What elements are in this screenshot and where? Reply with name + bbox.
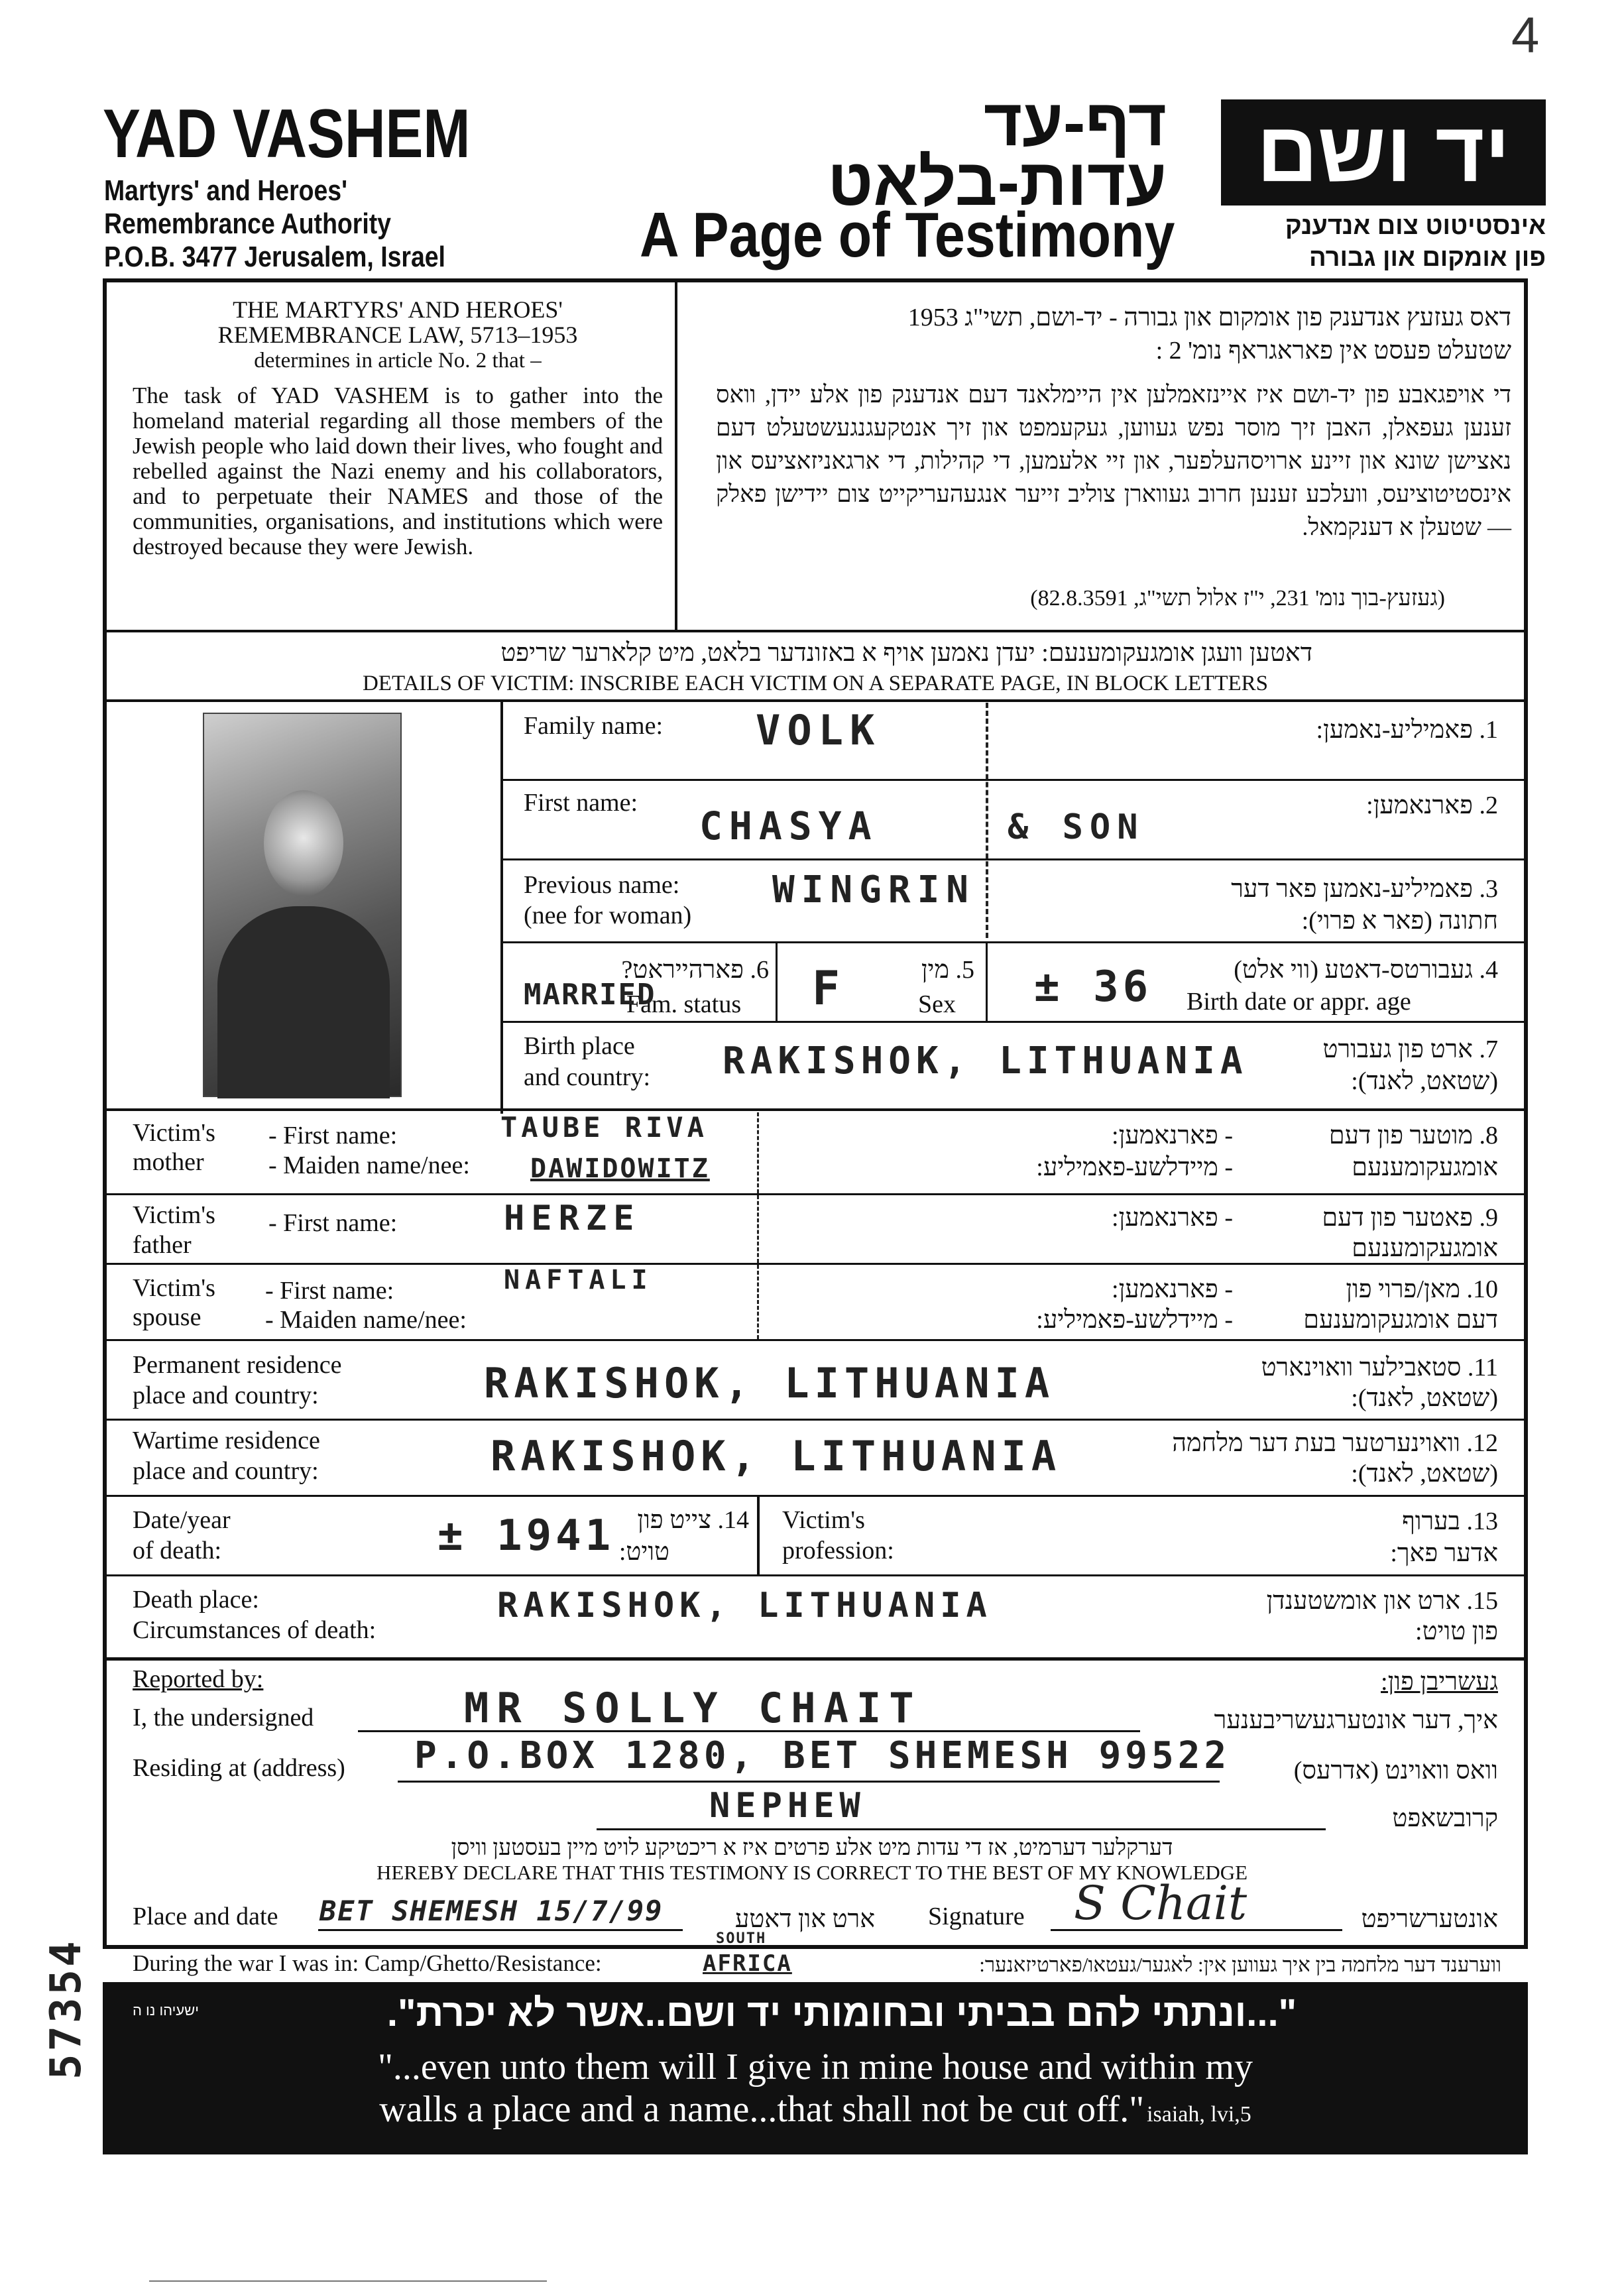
place-date-yiddish: ארט און דאטע	[734, 1905, 875, 1933]
fam-status-value: MARRIED	[524, 978, 656, 1012]
mother-yiddish-4: אומגעקומענעם	[1352, 1153, 1498, 1181]
spouse-maiden-label: - Maiden name/nee:	[265, 1306, 467, 1334]
prev-name-label-2: (nee for woman)	[524, 902, 692, 929]
birth-place-label-2: and country:	[524, 1063, 651, 1091]
death-date-label-2: of death:	[133, 1537, 222, 1564]
profession-yiddish-2: אדער פאך:	[1390, 1539, 1498, 1567]
title-hebrew-1: דף-עד	[983, 86, 1167, 160]
law-title-2: REMEMBRANCE LAW, 5713–1953	[217, 322, 578, 348]
victim-photo	[203, 713, 402, 1097]
declaration-english: HEREBY DECLARE THAT THIS TESTIMONY IS CORRECT TO THE BEST OF MY KNOWLEDGE	[376, 1861, 1248, 1884]
law-yiddish-title-2: שטעלט פעסט אין פאראגראף נומ' 2 :	[1155, 337, 1511, 365]
perm-res-yiddish-1: 11. סטאבילער וואוינארט	[1261, 1354, 1498, 1382]
first-name-extra: & SON	[1008, 807, 1145, 847]
war-location-label: During the war I was in: Camp/Ghetto/Resistance:	[133, 1950, 602, 1976]
yiddish-org-2: פון אומקום און גבורה	[1309, 244, 1546, 272]
quote-english-line-2	[103, 2088, 1528, 2131]
father-label-1: Victim's	[133, 1201, 215, 1229]
spouse-first-value: NAFTALI	[504, 1265, 653, 1295]
death-date-yiddish-2: טויט:	[618, 1538, 669, 1566]
war-res-label-1: Wartime residence	[133, 1427, 320, 1454]
spouse-yiddish-2: - מיידלשע-פאמיליע:	[1036, 1306, 1233, 1334]
page-number: 4	[1511, 7, 1540, 64]
first-name-label: First name:	[524, 789, 638, 817]
signature-yiddish: אונטערשריפט	[1361, 1905, 1498, 1933]
declaration-yiddish: דערקלער דערמיט, אז די עדות מיט אלע פרטים איז א ריכטיקע לויט מיין בעסטען וויסן	[451, 1836, 1173, 1860]
father-yiddish-3: אומגעקומענעם	[1352, 1234, 1498, 1262]
birth-place-yiddish-2: (שטאט, לאנד):	[1351, 1067, 1498, 1095]
death-place-value: RAKISHOK, LITHUANIA	[497, 1586, 992, 1625]
death-place-yiddish-1: 15. ארט און אומשטענדן	[1266, 1587, 1498, 1615]
profession-label-2: profession:	[782, 1537, 894, 1564]
place-date-value: BET SHEMESH 15/7/99	[319, 1895, 664, 1927]
quote-hebrew: "...ונתתי להם בביתי ובחומותי יד ושם..אשר לא יכרת".	[386, 1991, 1297, 2034]
fam-status-label: Fam. status	[626, 990, 742, 1018]
law-yiddish-title-1: דאס געזעץ אנדענק פון אומקום און גבורה - יד-ושם, תשי"ג 1953	[907, 304, 1511, 331]
address-yiddish: וואס וואוינט (אדרעס)	[1293, 1757, 1498, 1785]
war-res-yiddish-1: 12. וואוינערטער בעת דער מלחמה	[1172, 1429, 1498, 1457]
law-title-3: determines in article No. 2 that –	[254, 349, 542, 373]
signature-label: Signature	[928, 1903, 1025, 1930]
signature-value: S Chait	[1074, 1876, 1247, 1930]
address-label: Residing at (address)	[133, 1754, 345, 1782]
family-name-yiddish: 1. פאמיליע-נאמען:	[1316, 716, 1498, 744]
death-date-value: ± 1941	[437, 1511, 615, 1560]
org-line2: Remembrance Authority	[104, 207, 391, 240]
age-label: Birth date or appr. age	[1187, 988, 1411, 1016]
sex-value: F	[812, 961, 847, 1016]
relationship-yiddish: קרובשאפט	[1392, 1804, 1498, 1832]
perm-res-yiddish-2: (שטאט, לאנד):	[1351, 1384, 1498, 1412]
undersigned-value: MR SOLLY CHAIT	[464, 1684, 922, 1732]
perm-res-value: RAKISHOK, LITHUANIA	[484, 1359, 1055, 1407]
war-res-value: RAKISHOK, LITHUANIA	[491, 1432, 1062, 1480]
death-place-label-1: Death place:	[133, 1586, 259, 1614]
family-name-label: Family name:	[524, 712, 664, 740]
fam-status-yiddish: 6. פארהייראט?	[621, 956, 769, 984]
mother-maiden-value: DAWIDOWITZ	[530, 1153, 710, 1184]
reported-by-yiddish: געשריבן פון:	[1381, 1668, 1498, 1696]
mother-maiden-label: - Maiden name/nee:	[268, 1151, 470, 1179]
quote-hebrew-source: ישעיהו נו ה	[133, 2002, 199, 2019]
page-title: A Page of Testimony	[640, 200, 1175, 270]
birth-place-value: RAKISHOK, LITHUANIA	[723, 1039, 1248, 1083]
logo-hebrew: יד ושם	[1256, 105, 1511, 200]
org-line1: Martyrs' and Heroes'	[104, 174, 347, 207]
family-name-value: VOLK	[756, 706, 882, 754]
war-location-value-1: SOUTH	[716, 1930, 767, 1947]
death-date-yiddish-1: 14. צייט פון	[637, 1506, 749, 1534]
details-heading: DETAILS OF VICTIM: INSCRIBE EACH VICTIM ON A SEPARATE PAGE, IN BLOCK LETTERS	[362, 672, 1269, 695]
death-date-label-1: Date/year	[133, 1506, 231, 1534]
sex-yiddish: 5. מין	[921, 956, 974, 984]
sex-label: Sex	[918, 990, 956, 1018]
address-value: P.O.BOX 1280, BET SHEMESH 99522	[414, 1734, 1231, 1777]
death-place-label-2: Circumstances of death:	[133, 1616, 377, 1644]
prev-name-yiddish-1: 3. פאמיליע-נאמען פאר דער	[1231, 875, 1498, 903]
mother-yiddish-1: - פארנאמען:	[1112, 1122, 1233, 1149]
father-yiddish-2: 9. פאטער פון דעם	[1322, 1204, 1498, 1232]
war-res-yiddish-2: (שטאט, לאנד):	[1351, 1460, 1498, 1488]
perm-res-label-2: place and country:	[133, 1382, 319, 1409]
prev-name-yiddish-2: חתונה (פאר א פרוי):	[1301, 907, 1498, 935]
first-name-value: CHASYA	[699, 803, 878, 849]
father-first-value: HERZE	[504, 1199, 641, 1238]
undersigned-label: I, the undersigned	[133, 1704, 314, 1732]
spouse-yiddish-1: - פארנאמען:	[1112, 1275, 1233, 1303]
yiddish-org-1: אינסטיטוט צום אנדענק	[1285, 212, 1546, 240]
mother-first-value: TAUBE RIVA	[500, 1111, 708, 1144]
prev-name-label-1: Previous name:	[524, 871, 680, 899]
quote-english-1: "...even unto them will I give in mine house and within my	[378, 2046, 1253, 2088]
father-first-label: - First name:	[268, 1209, 398, 1237]
birth-place-label-1: Birth place	[524, 1032, 635, 1060]
birth-place-yiddish-1: 7. ארט פון געבורט	[1322, 1035, 1498, 1063]
quote-english-2: walls a place and a name...that shall not be cut off."	[379, 2089, 1145, 2130]
mother-yiddish-2: - מיידלשע-פאמיליע:	[1036, 1153, 1233, 1181]
spouse-label-2: spouse	[133, 1303, 202, 1331]
place-date-label: Place and date	[133, 1903, 278, 1930]
mother-label-2: mother	[133, 1148, 204, 1176]
first-name-yiddish: 2. פארנאמען:	[1366, 792, 1498, 819]
details-yiddish: דאטען וועגן אומגעקומענעם: יעדן נאמען אויף א באזונדער בלאט, מיט קלארער שריפט	[500, 639, 1312, 667]
law-yiddish-body: די אויפגאבע פון יד-ושם איז איינזאמלען אין היימלאנד דעם אנדענק פון אלע יידן, וואס זענען געפאלן, האבן זיך מוסר נפש געווען, געקעמפט און זיך אנטקעגנגעשטעלט דעם נאצישן שונא און זיינע ארויסהעלפער, און זיי אלעמען, די קהילות, די ארגאניזאציעס און אינסטיטוציעס, וועלכע זענען חרוב געווארן צוליב זייער אנגעהעריקייט צום יידישן פאלק — שטעלן א דענקמאל.	[716, 381, 1511, 540]
perm-res-label-1: Permanent residence	[133, 1351, 342, 1379]
father-label-2: father	[133, 1231, 192, 1259]
spouse-label-1: Victim's	[133, 1274, 215, 1302]
profession-yiddish-1: 13. בערוף	[1402, 1507, 1498, 1535]
reported-by-label: Reported by:	[133, 1665, 264, 1693]
father-yiddish-1: - פארנאמען:	[1112, 1204, 1233, 1232]
law-yiddish-ref: (געזעץ-בוך נומ' 231, י"ז אלול תשי"ג, 82.8.3591)	[1030, 586, 1445, 611]
spouse-yiddish-3: 10. מאן/פרוי פון	[1346, 1275, 1498, 1303]
law-title-1: THE MARTYRS' AND HEROES'	[233, 296, 563, 323]
law-body: The task of YAD VASHEM is to gather into the homeland material regarding all those members of the Jewish people who laid down their lives, who fought and rebelled against the Nazi enemy and his collaborators, and to perpetuate their NAMES and those of the communities, organisations, and institutions which were destroyed because they were Jewish.	[133, 382, 663, 559]
side-number: 57354	[42, 1938, 91, 2080]
death-place-yiddish-2: פון טויט:	[1415, 1618, 1498, 1645]
prev-name-value: WINGRIN	[772, 868, 976, 912]
org-line3: P.O.B. 3477 Jerusalem, Israel	[104, 241, 445, 273]
war-res-label-2: place and country:	[133, 1457, 319, 1485]
war-location-value-2: AFRICA	[703, 1950, 792, 1977]
age-value: ± 36	[1034, 963, 1153, 1012]
mother-first-label: - First name:	[268, 1122, 398, 1149]
spouse-first-label: - First name:	[265, 1277, 394, 1305]
org-name: YAD VASHEM	[103, 95, 471, 172]
undersigned-yiddish: איך, דער אונטערגעשריבענער	[1214, 1706, 1498, 1734]
mother-label-1: Victim's	[133, 1119, 215, 1147]
mother-yiddish-3: 8. מוטער פון דעם	[1328, 1122, 1498, 1149]
relationship-value: NEPHEW	[709, 1786, 866, 1826]
age-yiddish: 4. געבורטס-דאטע (ווי אלט)	[1234, 956, 1498, 984]
logo-block	[1221, 99, 1546, 206]
profession-label-1: Victim's	[782, 1506, 865, 1534]
title-hebrew-2: עדות-בלאט	[827, 145, 1167, 219]
war-location-yiddish: ווערענד דער מלחמה בין איך געווען אין: לאגער/געטאו/פארטיזאנער:	[979, 1953, 1501, 1976]
spouse-yiddish-4: דעם אומגעקומענעם	[1303, 1306, 1498, 1334]
quote-english-source: isaiah, lvi,5	[1147, 2102, 1251, 2127]
